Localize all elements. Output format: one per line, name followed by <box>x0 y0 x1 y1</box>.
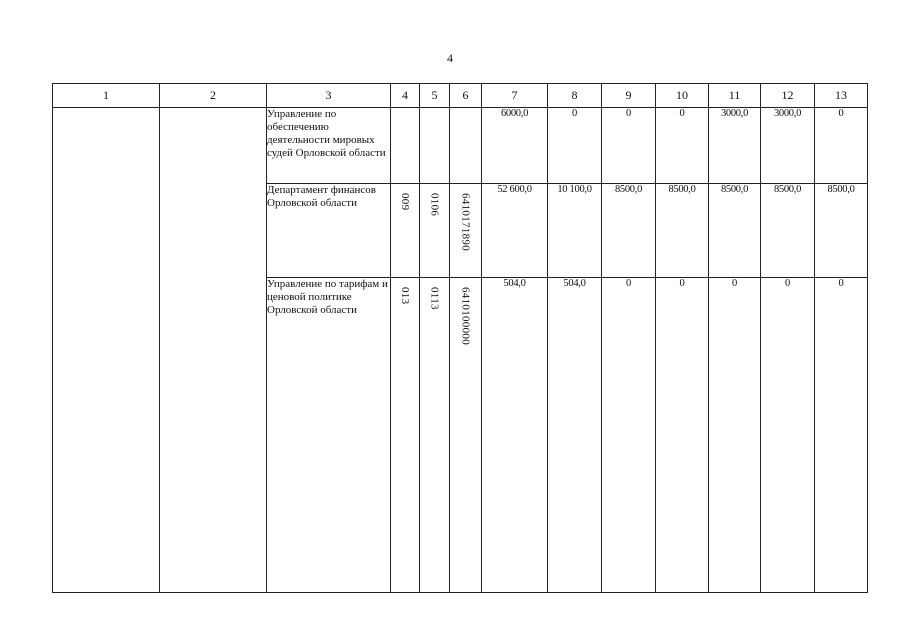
column-header: 13 <box>815 84 868 108</box>
column-header: 6 <box>450 84 482 108</box>
value-cell: 3000,0 <box>761 108 815 184</box>
value-cell: 10 100,0 <box>548 184 602 278</box>
code-text: 013 <box>399 287 411 305</box>
merged-cell-col1 <box>53 108 160 593</box>
value-cell: 52 600,0 <box>482 184 548 278</box>
table-row <box>53 108 868 184</box>
column-header: 7 <box>482 84 548 108</box>
value-cell: 6000,0 <box>482 108 548 184</box>
column-header: 8 <box>548 84 602 108</box>
value-cell: 8500,0 <box>761 184 815 278</box>
value-cell: 0 <box>656 108 709 184</box>
merged-cell-col2 <box>160 108 267 593</box>
header-row <box>53 84 868 108</box>
value-cell: 0 <box>602 278 656 593</box>
value-cell: 0 <box>548 108 602 184</box>
code-cell-col5 <box>420 108 450 184</box>
value-cell: 8500,0 <box>656 184 709 278</box>
column-header: 5 <box>420 84 450 108</box>
code-cell-col4 <box>391 278 420 593</box>
column-header: 1 <box>53 84 160 108</box>
code-cell-col4 <box>391 108 420 184</box>
budget-table <box>52 83 868 593</box>
column-header: 11 <box>709 84 761 108</box>
org-name-cell: Управление по обеспечению деятельности мировых судей Орловской области <box>267 108 391 184</box>
code-cell-col4 <box>391 184 420 278</box>
column-header: 9 <box>602 84 656 108</box>
code-text: 6410171890 <box>459 193 472 251</box>
page-number: 4 <box>447 51 453 65</box>
code-text: 0106 <box>428 193 441 217</box>
code-cell-col6 <box>450 184 482 278</box>
value-cell: 8500,0 <box>602 184 656 278</box>
column-header: 2 <box>160 84 267 108</box>
code-cell-col5 <box>420 278 450 593</box>
org-name-cell: Департамент финансов Орловской области <box>267 184 391 278</box>
code-text: 009 <box>399 193 411 211</box>
value-cell: 3000,0 <box>709 108 761 184</box>
value-cell: 8500,0 <box>815 184 868 278</box>
column-header: 4 <box>391 84 420 108</box>
code-cell-col6 <box>450 278 482 593</box>
code-text: 6410100000 <box>459 287 472 345</box>
code-cell-col6 <box>450 108 482 184</box>
column-header: 3 <box>267 84 391 108</box>
value-cell: 0 <box>656 278 709 593</box>
code-text: 0113 <box>428 287 441 310</box>
value-cell: 0 <box>815 278 868 593</box>
value-cell: 504,0 <box>548 278 602 593</box>
column-header: 12 <box>761 84 815 108</box>
value-cell: 504,0 <box>482 278 548 593</box>
value-cell: 8500,0 <box>709 184 761 278</box>
value-cell: 0 <box>709 278 761 593</box>
org-name-cell: Управление по тарифам и ценовой политике Орловской области <box>267 278 391 593</box>
value-cell: 0 <box>815 108 868 184</box>
value-cell: 0 <box>761 278 815 593</box>
column-header: 10 <box>656 84 709 108</box>
code-cell-col5 <box>420 184 450 278</box>
value-cell: 0 <box>602 108 656 184</box>
